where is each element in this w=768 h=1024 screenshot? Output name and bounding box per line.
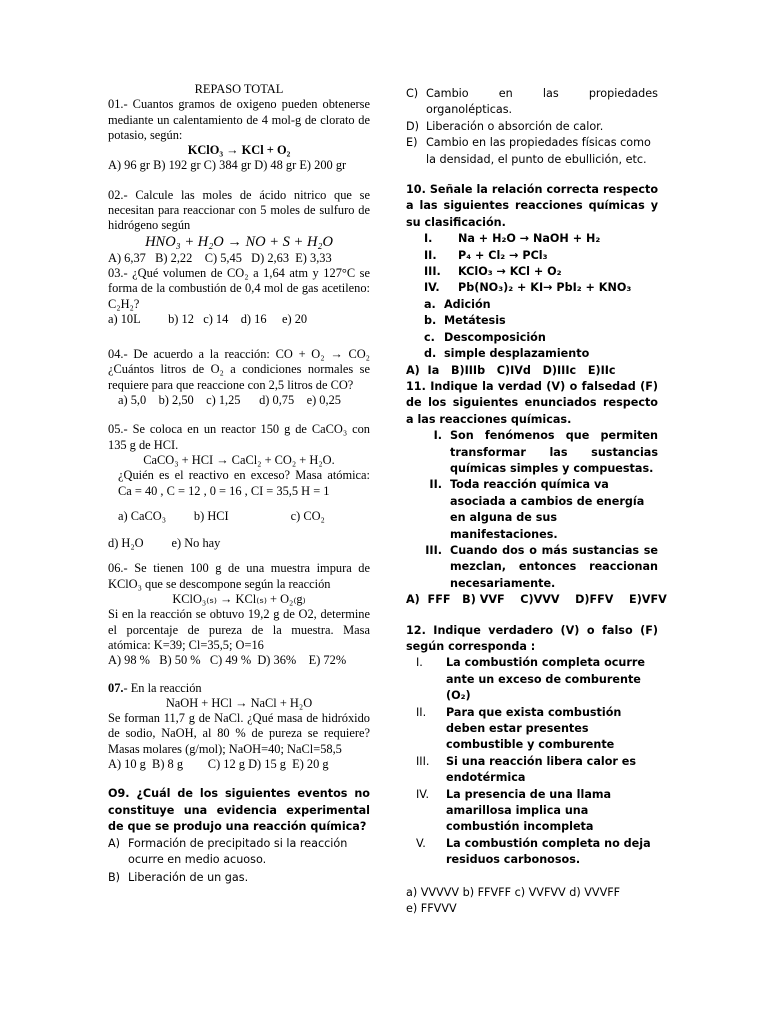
q11-statements [406, 428, 658, 592]
q3-text: 03.- ¿Qué volumen de CO₂ a 1,64 atm y 127°C se forma de la combustión de 0,4 mol de gas acetileno: C₂H₂? [108, 265, 370, 311]
option-text: Cambio en las propiedades organolépticas. [426, 87, 658, 117]
type-label: a. [424, 297, 436, 311]
statement-text: La combustión completa no deja residuos carbonosos. [446, 836, 651, 867]
q12-statement [406, 754, 658, 787]
q10-reaction [424, 264, 658, 280]
q12-statement [406, 787, 658, 836]
q10-type [424, 313, 658, 329]
option-label: B) [108, 871, 121, 885]
q11-options: A) FFF B) VVF C)VVV D)FFV E)VFV [406, 593, 667, 607]
statement-text: Si una reacción libera calor es endotérmica [446, 754, 637, 785]
q9-option [108, 870, 370, 886]
q12-text: 12. Indique verdadero (V) o falso (F) según corresponda : [406, 623, 658, 653]
option-text: Formación de precipitado si la reacción ocurre en medio acuoso. [128, 836, 348, 866]
q12-statements [406, 655, 658, 868]
q6-equation: KClO₃₍ₛ₎ → KCl₍ₛ₎ + O₂₍g₎ [172, 592, 306, 607]
statement-text: Cuando dos o más sustancias se mezclan, entonces reaccionan necesariamente. [450, 543, 658, 590]
statement-text: Para que exista combustión deben estar presentes combustible y comburente [446, 705, 622, 752]
q5-options-line1: a) CaCO₃ b) HCI c) CO₂ [118, 508, 325, 523]
statement-text: Son fenómenos que permiten transformar las sustancias químicas simples y compuestas. [450, 429, 658, 475]
type-label: b. [424, 314, 437, 328]
statement-label: IV. [416, 787, 430, 801]
statement-label: II. [429, 478, 442, 492]
q7-text: Se forman 11,7 g de NaCl. ¿Qué masa de hidróxido de sodio, NaOH, al 80 % de pureza se requiere? Masas molares (g/mol); NaOH=40; NaCl=58,5 [108, 711, 370, 756]
statement-label: II. [416, 705, 427, 719]
reaction-label: III. [424, 265, 441, 279]
q12-statement [406, 655, 658, 704]
q10-reactions [406, 231, 658, 297]
q6-text: 06.- Se tienen 100 g de una muestra impura de KClO₃ que se descompone según la reacción [108, 561, 370, 591]
q10-types [406, 297, 658, 363]
q2-options: A) 6,37 B) 2,22 C) 5,45 D) 2,63 E) 3,33 [108, 250, 332, 265]
option-label: D) [406, 119, 419, 133]
reaction-text: Pb(NO₃)₂ + KI→ PbI₂ + KNO₃ [458, 281, 632, 295]
q4-text: 04.- De acuerdo a la reacción: CO + O₂ → CO₂ ¿Cuántos litros de O₂ a condiciones normales se requiere para que reaccione con 2,5 litros de CO? [108, 347, 370, 392]
q5-options-line2: d) H₂O e) No hay [108, 536, 221, 551]
q1-options: A) 96 gr B) 192 gr C) 384 gr D) 48 gr E) 200 gr [108, 158, 347, 173]
q10-options: A) Ia B)IIIb C)IVd D)IIIc E)IIc [406, 363, 616, 377]
q10-type [424, 330, 658, 346]
q9-options-list [108, 836, 370, 887]
q12-options-line1: a) VVVVV b) FFVFF c) VVFVV d) VVVFF [406, 885, 621, 899]
q10-reaction [424, 280, 658, 296]
q12-options-line2: e) FFVVV [406, 902, 457, 916]
q9-option [406, 135, 658, 168]
q9-option [108, 836, 370, 869]
q10-reaction [424, 248, 658, 264]
option-label: E) [406, 136, 418, 150]
type-text: Adición [444, 297, 491, 311]
q7-options: A) 10 g B) 8 g C) 12 g D) 15 g E) 20 g [108, 756, 329, 771]
q1-text: 01.- Cuantos gramos de oxigeno pueden obtenerse mediante un calentamiento de 4 mol-g de clorato de potasio, según: [108, 97, 370, 142]
q4-options: a) 5,0 b) 2,50 c) 1,25 d) 0,75 e) 0,25 [118, 393, 341, 408]
type-label: d. [424, 347, 437, 361]
statement-text: Toda reacción química va asociada a cambios de energía en alguna de sus manifestaciones. [450, 478, 645, 541]
type-label: c. [424, 330, 435, 344]
q12-statement [406, 705, 658, 754]
type-text: Metátesis [444, 314, 506, 328]
q10-type [424, 346, 658, 362]
type-text: simple desplazamiento [444, 347, 590, 361]
q11-statement [416, 477, 658, 543]
reaction-text: Na + H₂O → NaOH + H₂ [458, 232, 601, 246]
q9-text: O9. ¿Cuál de los siguientes eventos no constituye una evidencia experimental de que se produjo una reacción química? [108, 787, 370, 834]
option-label: C) [406, 87, 419, 100]
page-title: REPASO TOTAL [194, 82, 284, 96]
q7-equation: NaOH + HCl → NaCl + H₂O [165, 695, 313, 710]
option-text: Liberación o absorción de calor. [426, 119, 604, 133]
option-text: Liberación de un gas. [128, 871, 249, 885]
type-text: Descomposición [444, 330, 546, 344]
q5-text: 05.- Se coloca en un reactor 150 g de CaCO₃ con 135 g de HCI. [108, 422, 370, 452]
q11-statement [416, 428, 658, 477]
reaction-label: IV. [424, 281, 440, 295]
q6-options: A) 98 % B) 50 % C) 49 % D) 36% E) 72% [108, 653, 347, 668]
q2-text: 02.- Calcule las moles de ácido nitrico que se necesitan para reaccionar con 5 moles de sulfuro de hidrógeno según [108, 187, 370, 233]
q5-question: ¿Quién es el reactivo en exceso? Masa atómica: Ca = 40 , C = 12 , 0 = 16 , CI = 35,5 H = 1 [118, 468, 370, 498]
q9-option [406, 119, 658, 135]
q10-reaction [424, 231, 658, 247]
statement-label: III. [416, 754, 430, 768]
q10-text: 10. Señale la relación correcta respecto a las siguientes reacciones químicas y su clasificación. [406, 183, 658, 229]
reaction-label: II. [424, 248, 437, 262]
option-label: A) [108, 836, 121, 850]
q9-continued-options [406, 86, 658, 168]
reaction-label: I. [424, 232, 433, 246]
q7-heading [108, 681, 370, 696]
q9-option [406, 86, 658, 119]
right-column [406, 86, 667, 918]
statement-text: La presencia de una llama amarillosa implica una combustión incompleta [446, 787, 612, 834]
q6-question: Si en la reacción se obtuvo 19,2 g de O2, determine el porcentaje de pureza de la muestra. Masa atómica: K=39; Cl=35,5; O=16 [108, 607, 370, 652]
q12-statement [406, 836, 658, 869]
q3-options: a) 10L b) 12 c) 14 d) 16 e) 20 [108, 311, 308, 326]
q9-block [108, 786, 370, 886]
q2-equation: HNO₃ + H₂O → NO + S + H₂O [145, 233, 333, 250]
q1-equation: KClO₃ → KCl + O₂ [187, 143, 291, 158]
option-text: Cambio en las propiedades físicas como la densidad, el punto de ebullición, etc. [426, 136, 651, 166]
statement-label: I. [433, 429, 442, 443]
q7-intro: - En la reacción [123, 680, 202, 695]
reaction-text: KClO₃ → KCl + O₂ [458, 265, 562, 279]
q10-type [424, 297, 658, 313]
q11-statement [416, 543, 658, 592]
left-column [108, 82, 370, 887]
q7-number: 07. [108, 680, 124, 695]
statement-text: La combustión completa ocurre ante un exceso de comburente (O₂) [446, 656, 646, 703]
statement-label: V. [416, 836, 426, 850]
q11-text: 11. Indique la verdad (V) o falsedad (F) de los siguientes enunciados respecto a las reacciones químicas. [406, 379, 658, 426]
q5-equation: CaCO₃ + HCI → CaCl₂ + CO₂ + H₂O. [143, 452, 335, 467]
statement-label: III. [425, 543, 442, 557]
statement-label: I. [416, 656, 423, 670]
reaction-text: P₄ + Cl₂ → PCl₃ [458, 248, 548, 262]
